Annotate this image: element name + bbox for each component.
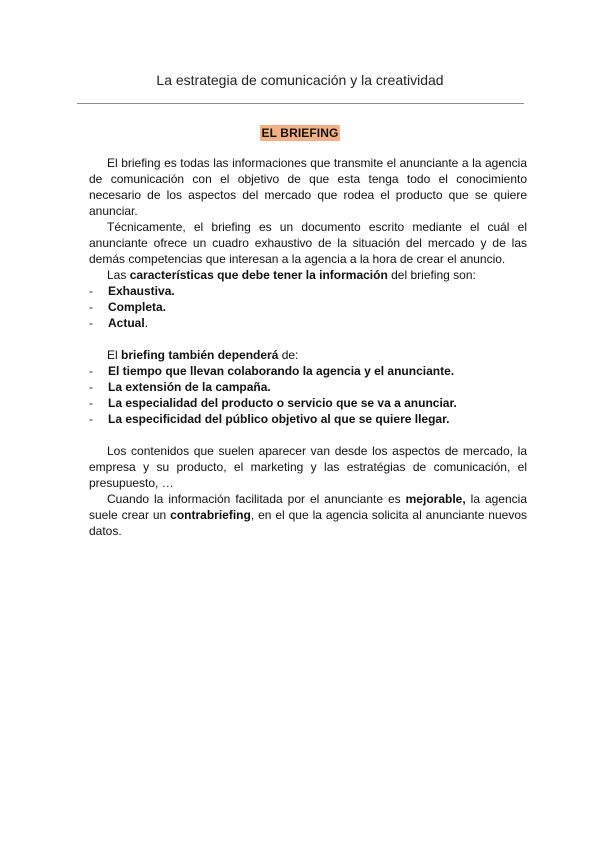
list-item-bold: El tiempo que llevan colaborando la agencia y el anunciante. [108, 364, 455, 378]
paragraph-contrabriefing [89, 491, 527, 539]
text-segment: , en el que la agencia solicita al anunciante nuevos datos. [89, 508, 527, 538]
text-segment: de: [278, 348, 299, 362]
paragraph-technical: Técnicamente, el briefing es un documento escrito mediante el cuál el anunciante ofrece un cuadro exhaustivo de la situación del mercado y de las demás competencias que interesan a la agencia a la hora de crear el anuncio. [89, 220, 527, 266]
text-segment-bold: briefing también dependerá [121, 348, 279, 362]
section-heading-wrap [0, 124, 600, 142]
dash-marker: - [89, 412, 93, 426]
list-item-bold: Exhaustiva. [108, 284, 175, 298]
list-item [89, 379, 527, 395]
list-item-bold: Completa. [108, 300, 167, 314]
text-segment: del briefing son: [387, 268, 476, 282]
text-segment: El [107, 348, 122, 362]
page-header-title: La estrategia de comunicación y la creatividad [156, 72, 444, 88]
list-item-bold: La especialidad del producto o servicio que se va a anunciar. [108, 396, 457, 410]
dash-marker: - [89, 300, 93, 314]
dash-marker: - [89, 380, 93, 394]
text-segment: Las [107, 268, 130, 282]
paragraph-definition: El briefing es todas las informaciones que transmite el anunciante a la agencia de comunicación con el objetivo de que esta tenga todo el conocimiento necesario de los aspectos del mercado que rodea el producto que se quiere anunciar. [89, 156, 527, 218]
section-heading: EL BRIEFING [261, 126, 339, 140]
paragraph-contents: Los contenidos que suelen aparecer van desde los aspectos de mercado, la empresa y su producto, el marketing y las estratégias de comunicación, el presupuesto, … [89, 444, 527, 490]
text-segment: la agencia suele crear un [89, 492, 527, 522]
text-segment-bold: características que debe tener la información [129, 268, 388, 282]
characteristics-list [89, 283, 527, 331]
text-segment: Cuando la información facilitada por el anunciante es [107, 492, 406, 506]
list-item [89, 411, 527, 427]
paragraph-characteristics [89, 267, 527, 283]
list-item [89, 299, 527, 315]
list-item [89, 315, 527, 331]
list-item-rest: . [144, 316, 149, 330]
text-segment-bold: mejorable, [405, 492, 466, 506]
header-divider [77, 103, 524, 104]
list-item-bold: La especificidad del público objetivo al que se quiere llegar. [108, 412, 450, 426]
list-item-bold: La extensión de la campaña. [108, 380, 271, 394]
list-item [89, 283, 527, 299]
list-item [89, 395, 527, 411]
text-segment-bold: contrabriefing [170, 508, 251, 522]
dash-marker: - [89, 364, 93, 378]
paragraph-dependence [89, 347, 527, 363]
dash-marker: - [89, 316, 93, 330]
dash-marker: - [89, 284, 93, 298]
spacer [89, 427, 527, 443]
list-item-bold: Actual [108, 316, 145, 330]
document-body [89, 155, 527, 539]
spacer [89, 331, 527, 347]
dependence-list [89, 363, 527, 427]
list-item [89, 363, 527, 379]
dash-marker: - [89, 396, 93, 410]
